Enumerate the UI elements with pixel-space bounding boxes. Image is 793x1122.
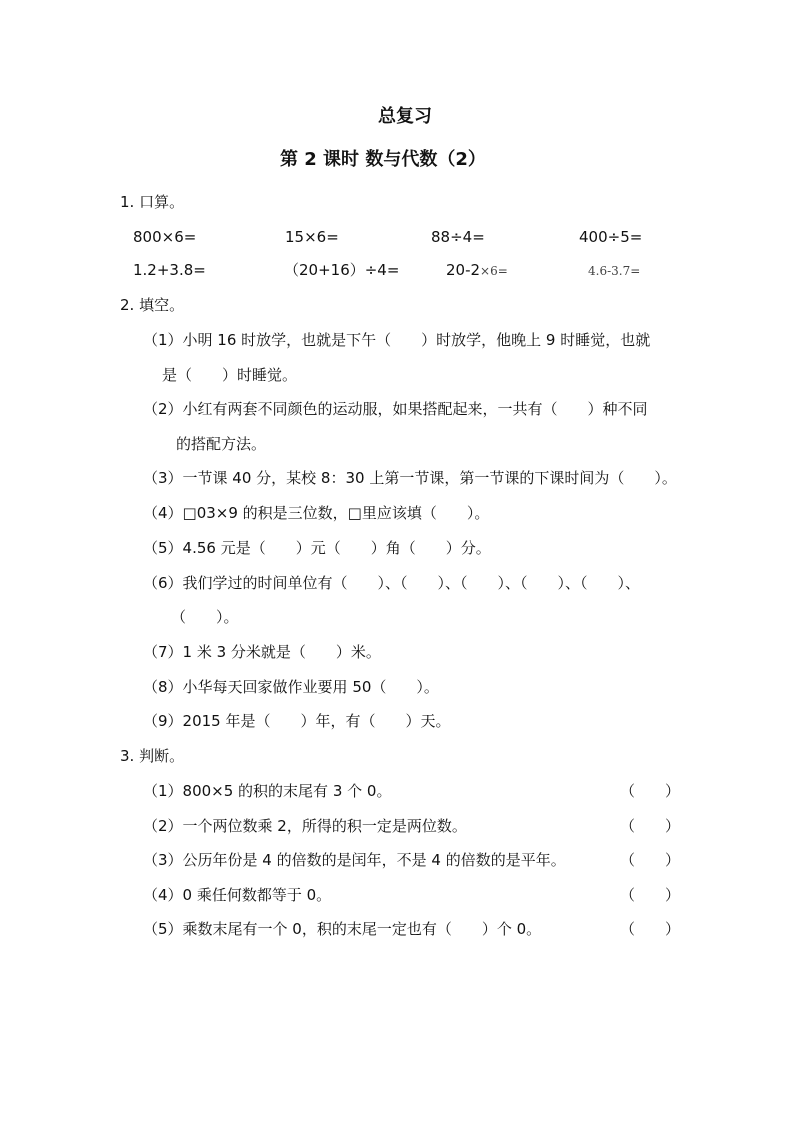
- calc-item: [446, 263, 508, 278]
- fill-line: （5）4.56 元是（ ）元（ ）角（ ）分。: [143, 539, 491, 557]
- fill-line: （3）一节课 40 分，某校 8：30 上第一节课，第一节课的下课时间为（ ）。: [143, 469, 677, 487]
- calc-item-part: 20-2: [446, 261, 481, 279]
- calc-item: 4.6-3.7=: [588, 264, 641, 278]
- judge-item-mark: （ ）: [620, 817, 681, 835]
- fill-line: （8）小华每天回家做作业要用 50（ ）。: [143, 678, 439, 696]
- judge-item-text: （3）公历年份是 4 的倍数的是闰年，不是 4 的倍数的是平年。: [143, 851, 566, 869]
- section-2-heading: 2. 填空。: [120, 296, 185, 314]
- fill-line: （7）1 米 3 分米就是（ ）米。: [143, 643, 381, 661]
- judge-item-text: （5）乘数末尾有一个 0，积的末尾一定也有（ ）个 0。: [143, 920, 542, 938]
- calc-item: 15×6=: [285, 228, 339, 246]
- fill-line: （6）我们学过的时间单位有（ ）、（ ）、（ ）、（ ）、（ ）、: [143, 574, 641, 592]
- calc-item: 400÷5=: [579, 228, 643, 246]
- calc-item: 800×6=: [133, 228, 197, 246]
- fill-line: （4）□03×9 的积是三位数，□里应该填（ ）。: [143, 504, 490, 522]
- fill-line: （ ）。: [171, 608, 239, 626]
- judge-item-text: （2）一个两位数乘 2，所得的积一定是两位数。: [143, 817, 467, 835]
- fill-line: （2）小红有两套不同颜色的运动服，如果搭配起来，一共有（ ）种不同: [143, 400, 648, 418]
- page-subtitle: 第 2 课时 数与代数（2）: [280, 149, 486, 170]
- fill-line: 是（ ）时睡觉。: [162, 366, 298, 384]
- judge-item-text: （4）0 乘任何数都等于 0。: [143, 886, 332, 904]
- calc-item-part: ×6=: [480, 264, 508, 278]
- judge-item-mark: （ ）: [620, 886, 681, 904]
- fill-line: 的搭配方法。: [176, 435, 267, 453]
- section-1-heading: 1. 口算。: [120, 193, 185, 211]
- section-3-heading: 3. 判断。: [120, 747, 185, 765]
- judge-item-mark: （ ）: [620, 851, 681, 869]
- judge-item-mark: （ ）: [620, 920, 681, 938]
- judge-item-text: （1）800×5 的积的末尾有 3 个 0。: [143, 782, 392, 800]
- calc-item: 1.2+3.8=: [133, 261, 206, 279]
- calc-item: （20+16）÷4=: [284, 261, 400, 279]
- page-title: 总复习: [378, 106, 432, 127]
- fill-line: （9）2015 年是（ ）年，有（ ）天。: [143, 712, 451, 730]
- calc-item: 88÷4=: [431, 228, 485, 246]
- judge-item-mark: （ ）: [620, 782, 681, 800]
- fill-line: （1）小明 16 时放学，也就是下午（ ）时放学，他晚上 9 时睡觉，也就: [143, 331, 651, 349]
